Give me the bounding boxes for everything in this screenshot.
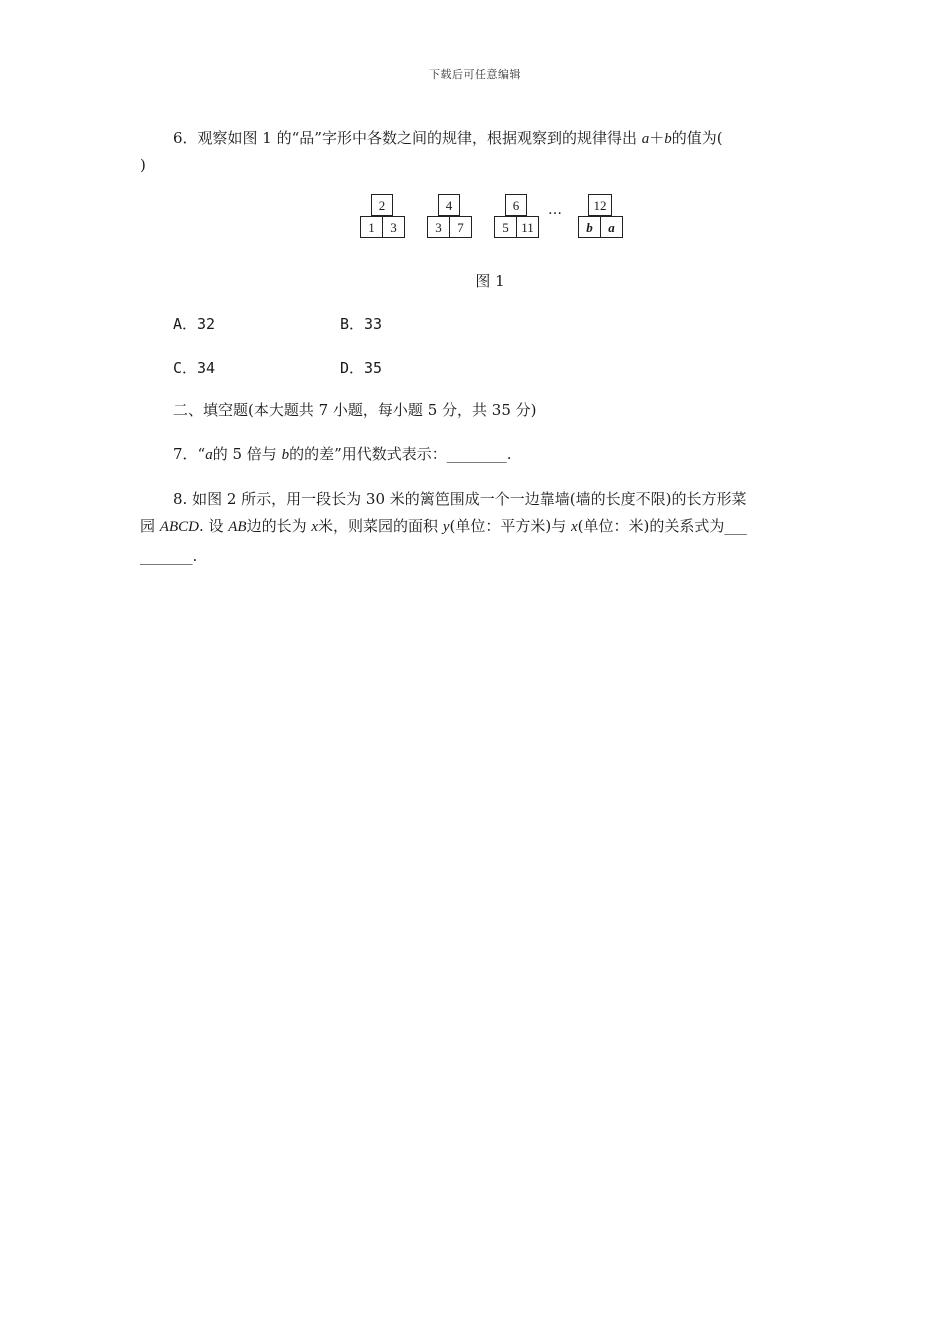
q8-text: . 设 [198,517,229,535]
pin-right-cell: 3 [382,216,405,238]
q7-text: 7．“ [173,445,206,463]
pin-right-cell: 11 [516,216,539,238]
var-y: y [442,519,450,535]
q8-answer-blank: _______. [140,547,198,565]
q8-text: 米，则菜园的面积 [318,517,443,535]
pin-left-cell: 5 [494,216,517,238]
q6-stem-end: 的值为( [671,129,723,147]
q6-stem [140,126,853,151]
q6-stem-text: 6．观察如图 1 的“品”字形中各数之间的规律，根据观察到的规律得出 [173,129,642,147]
section-heading: 二、填空题(本大题共 7 小题，每小题 5 分，共 35 分) [173,401,537,419]
pin-top-cell: 4 [438,194,460,216]
option-b: B．33 [340,315,383,333]
var-b: b [281,447,290,463]
figure-caption: 图 1 [475,272,505,290]
pin-left-cell: 1 [360,216,383,238]
q8-line-1: 8. 如图 2 所示，用一段长为 30 米的篱笆围成一个一边靠墙(墙的长度不限)的长方形菜 [173,490,747,508]
q8-line-2 [140,514,820,539]
label-abcd: ABCD [159,519,199,535]
var-a: a [205,447,213,463]
q8-text: (单位：米)的关系式为___ [577,517,747,535]
q7-answer-blank: 的的差”用代数式表示：________. [289,445,512,463]
pin-right-cell: 7 [449,216,472,238]
var-b: b [664,131,672,147]
ellipsis: … [548,202,563,218]
option-a: A．32 [173,315,216,333]
var-x: x [311,519,319,535]
pin-right-cell: a [600,216,623,238]
pin-left-cell: b [578,216,601,238]
option-c: C．34 [173,359,216,377]
q8-text: 边的长为 [246,517,312,535]
var-a: a [641,131,650,147]
pin-top-cell: 6 [505,194,527,216]
q6-paren-close: ) [140,156,146,174]
q7-text: 的 5 倍与 [212,445,282,463]
q7-stem [140,442,853,467]
page-header: 下载后可任意编辑 [429,68,521,81]
q8-text: (单位：平方米)与 [449,517,571,535]
var-x: x [570,519,578,535]
label-ab: AB [228,519,247,535]
option-d: D．35 [340,359,383,377]
q8-text: 园 [140,517,160,535]
pin-top-cell: 12 [588,194,612,216]
pin-figure [0,194,950,246]
pin-left-cell: 3 [427,216,450,238]
pin-top-cell: 2 [371,194,393,216]
plus-sign: ＋ [649,129,665,147]
